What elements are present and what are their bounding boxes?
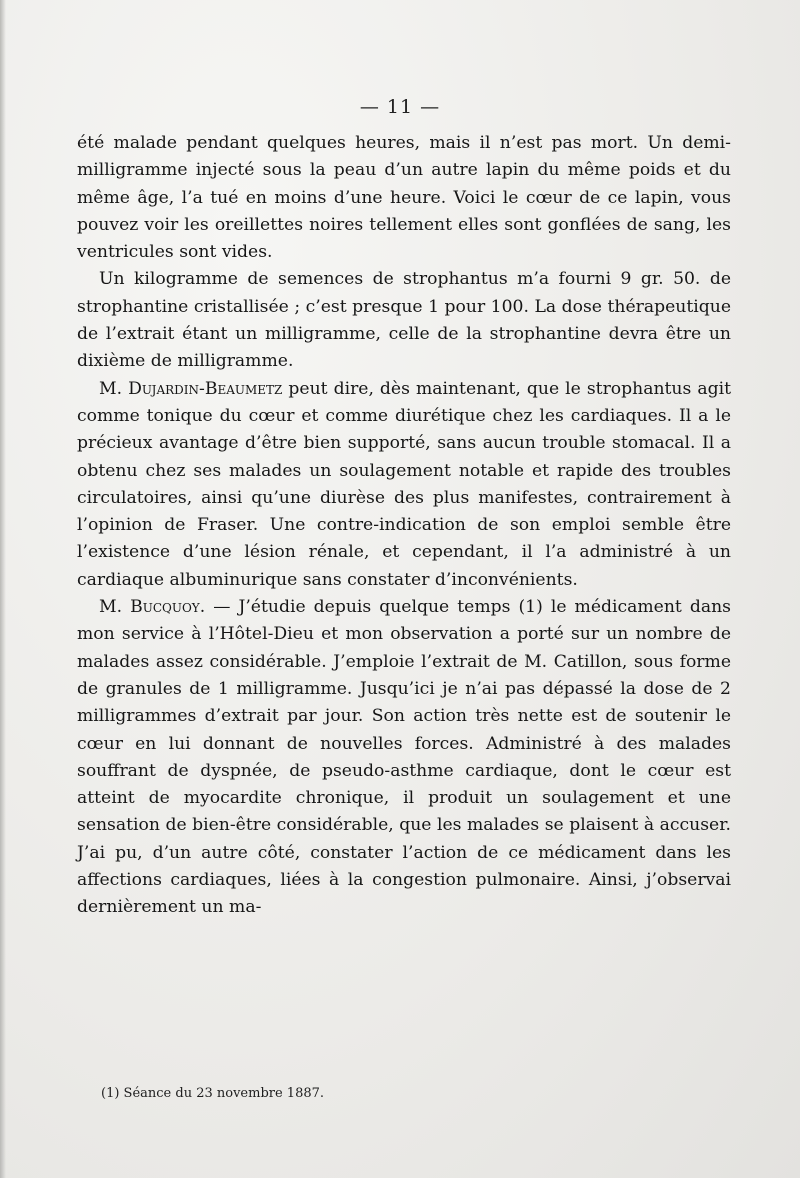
speaker-name: M. Dujardin-Beaumetz (99, 378, 283, 399)
speaker-name: M. Bucquoy. (99, 597, 206, 618)
paragraph-dujardin-beaumetz (77, 376, 731, 594)
page-edge-shadow (0, 0, 6, 1178)
paragraph-continuation (77, 130, 731, 266)
page-number: — 11 — (359, 96, 441, 118)
paragraph-strophantine (77, 266, 731, 375)
paragraph-text: Un kilogramme de semences de strophantus m’a fourni 9 gr. 50. de strophantine cristallisée ; c’est presque 1 pour 100. La dose thérapeutique de l’extrait étant un milligramme, celle de la strophantine devra être un dixième de milligramme. (77, 269, 731, 372)
paragraph-text: peut dire, dès maintenant, que le strophantus agit comme tonique du cœur et comme diurétique chez les cardiaques. Il a le précieux avantage d’être bien supporté, sans aucun trouble stomacal. Il a obtenu chez ses malades un soulagement notable et rapide des troubles circulatoires, ainsi qu’une diurèse des plus manifestes, contrairement à l’opinion de Fraser. Une contre-indication de son emploi semble être l’existence d’une lésion rénale, et cependant, il l’a administré à un cardiaque albuminurique sans constater d’inconvénients. (77, 378, 731, 590)
body-text (77, 130, 731, 922)
footnote: (1) Séance du 23 novembre 1887. (101, 1086, 325, 1101)
paragraph-bucquoy (77, 594, 731, 922)
paragraph-text: été malade pendant quelques heures, mais il n’est pas mort. Un demi-milligramme injecté sous la peau d’un autre lapin du même poids et du même âge, l’a tué en moins d’une heure. Voici le cœur de ce lapin, vous pouvez voir les oreillettes noires tellement elles sont gonflées de sang, les ventricules sont vides. (77, 133, 731, 263)
paragraph-text: — J’étudie depuis quelque temps (1) le médicament dans mon service à l’Hôtel-Dieu et mon observation a porté sur un nombre de malades assez considérable. J’emploie l’extrait de M. Catillon, sous forme de granules de 1 milligramme. Jusqu’ici je n’ai pas dépassé la dose de 2 milligrammes d’extrait par jour. Son action très nette est de soutenir le cœur en lui donnant de nouvelles forces. Administré à des malades souffrant de dyspnée, de pseudo-asthme cardiaque, dont le cœur est atteint de myocardite chronique, il produit un soulagement et une sensation de bien-être considérable, que les malades se plaisent à accuser. J’ai pu, d’un autre côté, constater l’action de ce médicament dans les affections cardiaques, liées à la congestion pulmonaire. Ainsi, j’observai dernièrement un ma- (77, 597, 731, 918)
